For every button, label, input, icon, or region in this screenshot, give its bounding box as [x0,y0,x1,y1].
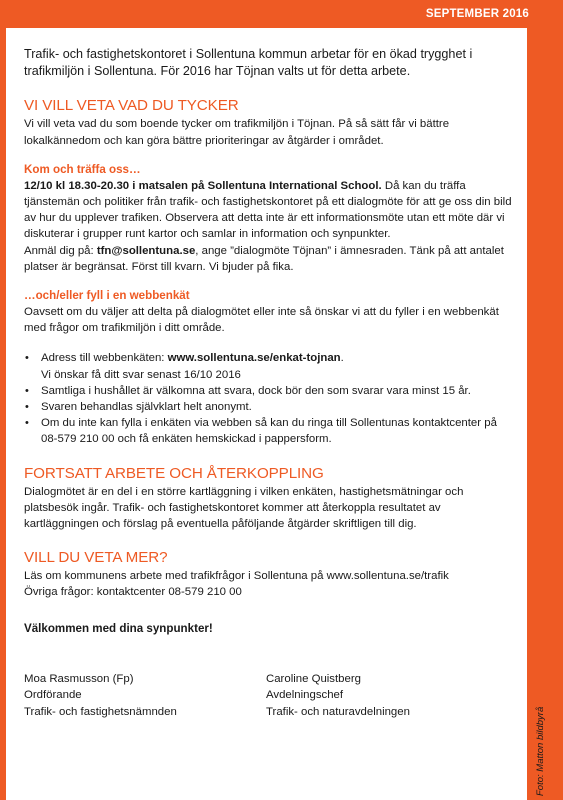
signature-org: Trafik- och fastighetsnämnden [24,705,177,718]
signature-org: Trafik- och naturavdelningen [266,705,410,718]
document-body [24,46,516,720]
signature-left [24,671,266,721]
welcome-text: Välkommen med dina synpunkter! [24,621,213,635]
heading-kom-och-traffa: Kom och träffa oss… [24,162,141,176]
heading-vi-vill-veta: VI VILL VETA VAD DU TYCKER [24,97,239,115]
meet-paragraph [24,178,516,243]
list-item [24,350,516,382]
section3-line1: Läs om kommunens arbete med trafikfrågor i Sollentuna på www.sollentuna.se/trafik [24,570,449,583]
section3-line2: Övriga frågor: kontaktcenter 08-579 210 00 [24,586,242,599]
survey-bullet-list [24,350,516,447]
list-item: • Samtliga i hushållet är välkomna att svara, dock bör den som svarar vara minst 15 år. [24,383,516,399]
signup-paragraph [24,243,516,275]
meet-when: 12/10 kl 18.30-20.30 i matsalen på Sollentuna International School. [24,179,382,192]
signup-post: , ange ”dialogmöte Töjnan” i ämnesraden. Tänk på att antalet platser är begränsat. Först till kvarn. Vi bjuder på fika. [24,244,504,273]
list-item: • Svaren behandlas självklart helt anonymt. [24,399,516,415]
content-panel [6,28,527,800]
heading-vill-du-veta-mer: VILL DU VETA MER? [24,549,168,567]
signature-title: Avdelningschef [266,689,344,702]
meet-details: Då kan du träffa tjänstemän och politiker från trafik- och fastighetskontoret på ett dialogmöte för att ge oss din bild av hur du upplever trafiken. Observera att detta inte är ett informationsmöte utan ett möte där vi diskuterar i grupper runt kartor och samlar in information och synpunkter. [24,179,512,241]
signatures [24,671,516,721]
signup-email-link[interactable]: tfn@sollentuna.se [96,244,196,257]
signature-name: Caroline Quistberg [266,672,361,685]
heading-fortsatt-arbete: FORTSATT ARBETE OCH ÅTERKOPPLING [24,464,324,482]
list-item: • Om du inte kan fylla i enkäten via webben så kan du ringa till Sollentunas kontaktcenter på 08-579 210 00 och få enkäten hemskickad i pappersform. [24,415,516,447]
intro-paragraph: Trafik- och fastighetskontoret i Sollentuna kommun arbetar för en ökad trygghet i trafikmiljön i Sollentuna. För 2016 har Töjnan valts ut för detta arbete. [24,47,473,79]
bullet1-deadline: Vi önskar få ditt svar senast 16/10 2016 [41,368,241,381]
signature-title: Ordförande [24,689,82,702]
photo-credit: Foto: Matton bildbyrå [535,706,546,796]
survey-body: Oavsett om du väljer att delta på dialogmötet eller inte så önskar vi att du fyller i en webbenkät med frågor om trafikmiljön i ditt område. [24,306,499,335]
signature-right [266,671,508,721]
bullet1-pre: Adress till webbenkäten: [41,352,168,365]
heading-webbenkat: …och/eller fyll i en webbenkät [24,289,190,303]
section1-body: Vi vill veta vad du som boende tycker om trafikmiljön i Töjnan. På så sätt får vi bättre lokalkännedom och kan göra bättre prioriteringar av åtgärder i området. [24,118,450,147]
header-date: SEPTEMBER 2016 [425,8,529,20]
signature-name: Moa Rasmusson (Fp) [24,672,134,685]
section2-body: Dialogmötet är en del i en större kartläggning i vilken enkäten, hastighetsmätningar och platsbesök ingår. Trafik- och fastighetskontoret kommer att återkoppla resultatet av kartläggningen och förslag på eventuella påföljande åtgärder skriftligen till dig. [24,485,464,531]
signup-pre: Anmäl dig på: [24,244,97,257]
bullet1-post: . [340,352,344,365]
survey-url-link[interactable]: www.sollentuna.se/enkat-tojnan [167,352,341,365]
